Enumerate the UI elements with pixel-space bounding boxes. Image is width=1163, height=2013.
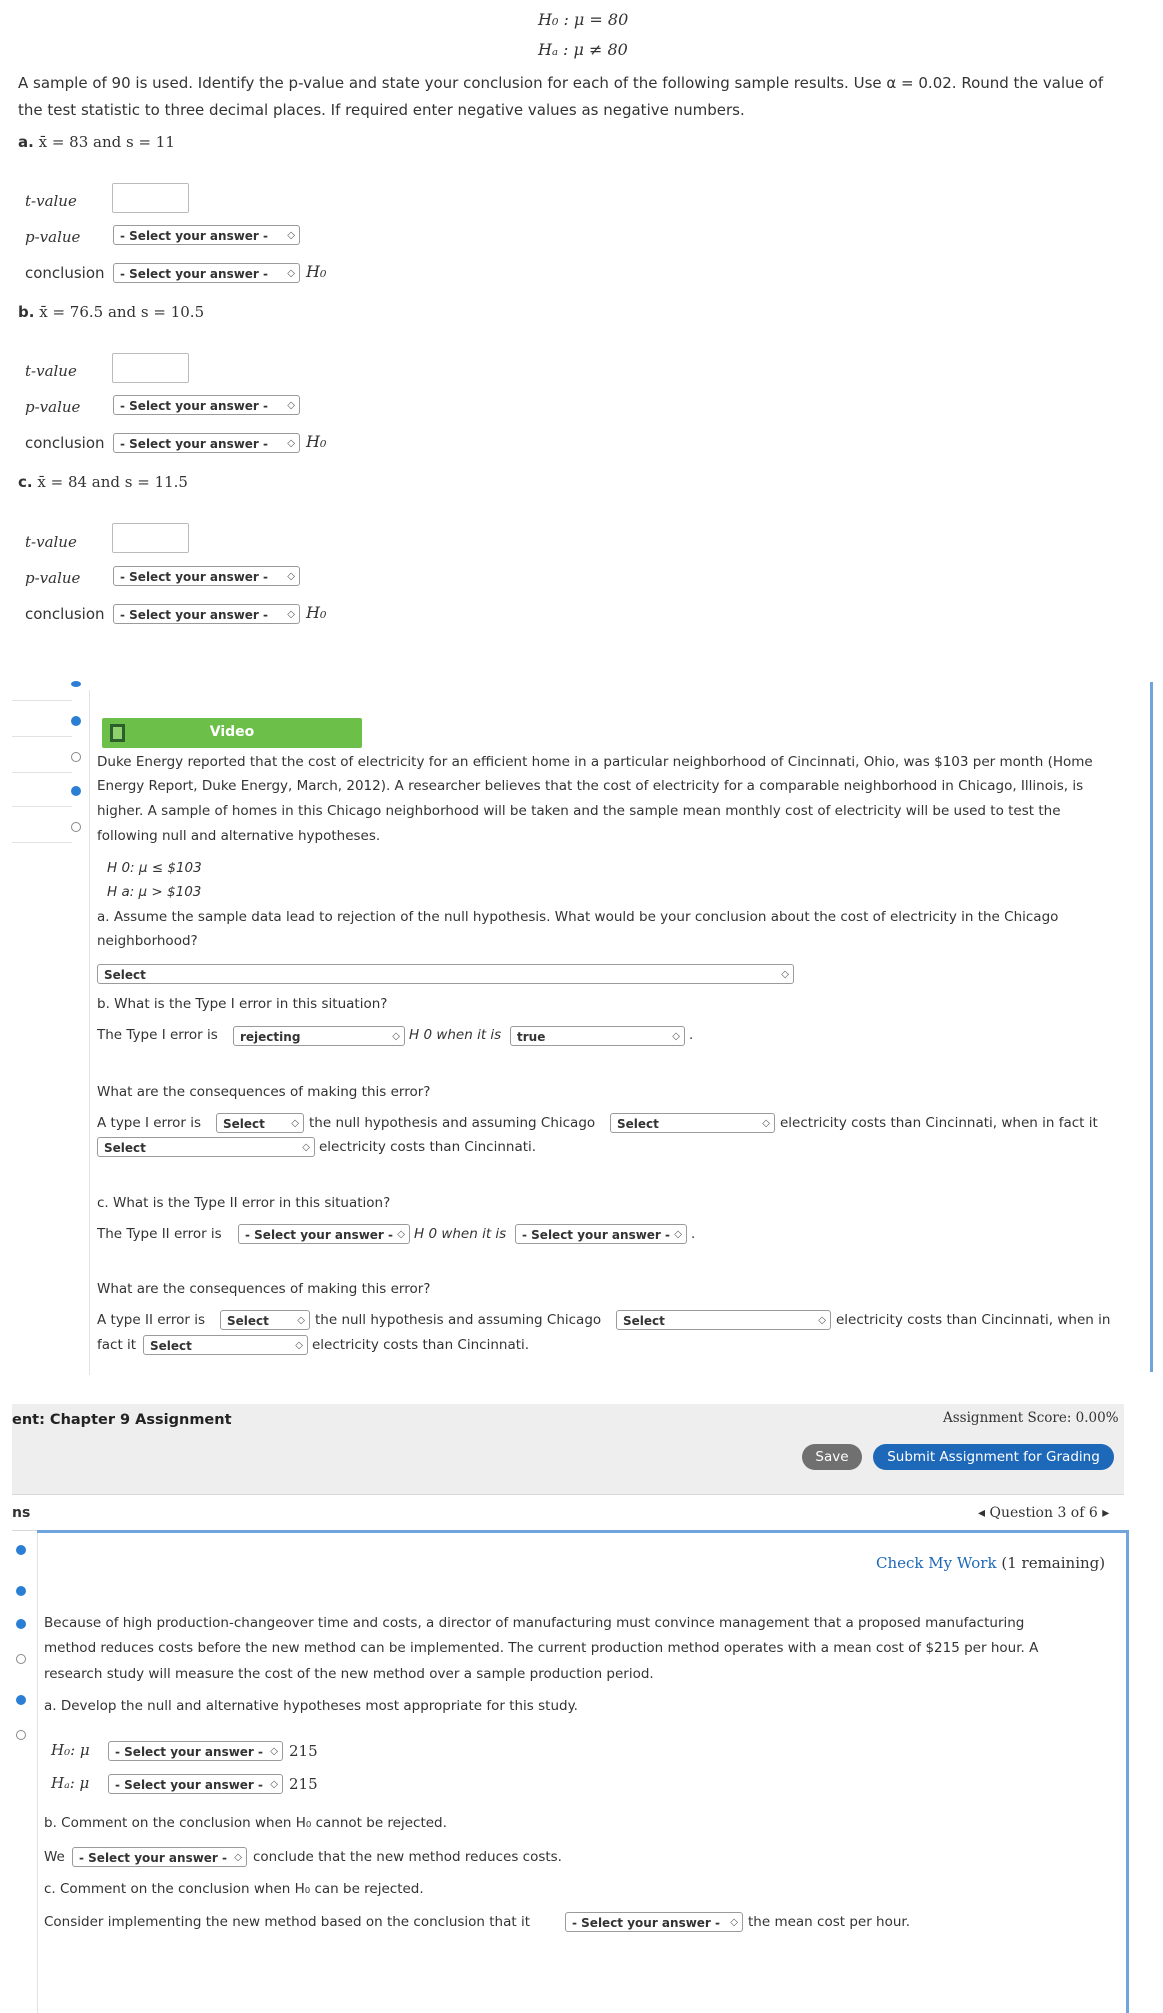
duke-qa-line-2: neighborhood? xyxy=(97,933,198,949)
question-status-dot[interactable] xyxy=(71,822,81,832)
assignment-score: Assignment Score: 0.00% xyxy=(943,1410,1119,1426)
type2-conseq-post: electricity costs than Cincinnati, when in xyxy=(836,1312,1111,1328)
duke-qa-line-1: a. Assume the sample data lead to rejection of the null hypothesis. What would be your conclusion about the cost of electricity in the Chicago xyxy=(97,909,1059,925)
part-a-conclusion-label: conclusion xyxy=(25,264,105,282)
hypothesis-h0: H₀ : μ = 80 xyxy=(538,10,629,29)
part-a-p-label: p-value xyxy=(25,228,81,246)
question-status-dot[interactable] xyxy=(16,1654,26,1664)
check-my-work-link[interactable]: Check My Work xyxy=(876,1554,997,1572)
consequences-prompt: What are the consequences of making this error? xyxy=(97,1084,431,1100)
mfg-h0-label: H₀: μ xyxy=(51,1741,90,1759)
type1-mid: H 0 when it is xyxy=(409,1027,502,1043)
type1-conseq-prefix: A type I error is xyxy=(97,1115,202,1131)
question-status-dot[interactable] xyxy=(71,681,81,687)
part-a-heading xyxy=(18,133,175,151)
question-status-dot[interactable] xyxy=(71,716,81,726)
mfg-para-1: Because of high production-changeover time and costs, a director of manufacturing must convince management that a proposed manufacturing xyxy=(44,1615,1025,1631)
question-status-dot[interactable] xyxy=(16,1545,26,1555)
duke-qb: b. What is the Type I error in this situation? xyxy=(97,996,388,1012)
type2-conseq-end: electricity costs than Cincinnati. xyxy=(312,1337,530,1353)
part-b-p-label: p-value xyxy=(25,398,81,416)
mfg-para-3: research study will measure the cost of the new method over a sample production period. xyxy=(44,1666,654,1682)
type2-conseq-mid: the null hypothesis and assuming Chicago xyxy=(315,1312,602,1328)
save-button[interactable]: Save xyxy=(802,1444,862,1470)
mfg-consider-post: the mean cost per hour. xyxy=(748,1914,911,1930)
type2-prefix: The Type II error is xyxy=(97,1226,222,1242)
type2-action-select[interactable]: - Select your answer - ◇ xyxy=(238,1224,410,1244)
part-c-p-label: p-value xyxy=(25,569,81,587)
part-b-t-input[interactable] xyxy=(112,353,189,383)
part-b-t-label: t-value xyxy=(25,362,77,380)
type1-conseq-end: electricity costs than Cincinnati. xyxy=(319,1139,537,1155)
duke-para-1: Duke Energy reported that the cost of electricity for an efficient home in a particular neighborhood of Cincinnati, Ohio, was $103 per month (Home xyxy=(97,754,1093,770)
part-c-conclusion-select[interactable]: - Select your answer - ◇ xyxy=(113,604,300,624)
part-c-h0: H₀ xyxy=(306,603,327,622)
mfg-qc: c. Comment on the conclusion when H₀ can be rejected. xyxy=(44,1881,424,1897)
part-a-t-label: t-value xyxy=(25,192,77,210)
part-a-values: x̄ = 83 and s = 11 xyxy=(38,133,175,151)
part-a-p-select[interactable]: - Select your answer - ◇ xyxy=(113,225,300,245)
duke-para-3: higher. A sample of homes in this Chicago neighborhood will be taken and the sample mean monthly cost of electricity will be used to test the xyxy=(97,803,1061,819)
part-a-t-input[interactable] xyxy=(112,183,189,213)
part-b-letter: b. xyxy=(18,303,35,321)
part-c-letter: c. xyxy=(18,473,33,491)
part-b-p-select[interactable]: - Select your answer - ◇ xyxy=(113,395,300,415)
type1-truth-select[interactable]: true ◇ xyxy=(510,1026,685,1046)
mfg-we-select[interactable]: - Select your answer - ◇ xyxy=(72,1847,247,1867)
type1-action-select[interactable]: rejecting ◇ xyxy=(233,1026,405,1046)
part-b-conclusion-label: conclusion xyxy=(25,434,105,452)
part-c-conclusion-label: conclusion xyxy=(25,605,105,623)
type1-conseq-mid: the null hypothesis and assuming Chicago xyxy=(309,1115,596,1131)
question-status-dot[interactable] xyxy=(71,786,81,796)
part-b-values: x̄ = 76.5 and s = 10.5 xyxy=(39,303,205,321)
part-b-conclusion-select[interactable]: - Select your answer - ◇ xyxy=(113,433,300,453)
mfg-ha-label: Hₐ: μ xyxy=(51,1774,90,1792)
question-status-dot[interactable] xyxy=(16,1695,26,1705)
part-a-letter: a. xyxy=(18,133,34,151)
video-button[interactable] xyxy=(102,718,362,748)
mfg-ha-select[interactable]: - Select your answer - ◇ xyxy=(108,1774,283,1794)
intro-line-1: A sample of 90 is used. Identify the p-value and state your conclusion for each of the following sample results. Use α = 0.02. Round the value of xyxy=(18,74,1104,92)
question-status-dot[interactable] xyxy=(71,752,81,762)
type1-prefix: The Type I error is xyxy=(97,1027,218,1043)
assignment-title: ent: Chapter 9 Assignment xyxy=(12,1412,232,1428)
duke-para-4: following null and alternative hypotheses. xyxy=(97,828,381,844)
mfg-we: We xyxy=(44,1849,65,1865)
mfg-h0-select[interactable]: - Select your answer - ◇ xyxy=(108,1741,283,1761)
duke-para-2: Energy Report, Duke Energy, March, 2012). A researcher believes that the cost of electricity for a comparable neighborhood in Chicago, Illinois, is xyxy=(97,778,1084,794)
part-a-conclusion-select[interactable]: - Select your answer - ◇ xyxy=(113,263,300,283)
duke-qa-select[interactable]: Select ◇ xyxy=(97,964,794,984)
question-status-dot[interactable] xyxy=(16,1619,26,1629)
part-c-values: x̄ = 84 and s = 11.5 xyxy=(37,473,188,491)
question-status-dot[interactable] xyxy=(16,1730,26,1740)
check-remaining: (1 remaining) xyxy=(1001,1554,1106,1572)
part-a-h0: H₀ xyxy=(306,262,327,281)
type2-mid: H 0 when it is xyxy=(414,1226,507,1242)
question-navigator[interactable]: ◂ Question 3 of 6 ▸ xyxy=(978,1505,1110,1521)
duke-qc: c. What is the Type II error in this situation? xyxy=(97,1195,391,1211)
part-c-t-input[interactable] xyxy=(112,523,189,553)
type2-conseq-select-3[interactable]: Select ◇ xyxy=(143,1335,308,1355)
type1-conseq-select-3[interactable]: Select ◇ xyxy=(97,1137,315,1157)
duke-h0: H 0: μ ≤ $103 xyxy=(107,860,202,876)
consequences-prompt-2: What are the consequences of making this error? xyxy=(97,1281,431,1297)
mfg-consider-select[interactable]: - Select your answer - ◇ xyxy=(565,1912,743,1932)
part-c-t-label: t-value xyxy=(25,533,77,551)
type1-conseq-select-1[interactable]: Select ◇ xyxy=(216,1113,304,1133)
mfg-h0-value: 215 xyxy=(289,1742,318,1760)
intro-line-2: the test statistic to three decimal places. If required enter negative values as negative numbers. xyxy=(18,101,745,119)
part-c-p-select[interactable]: - Select your answer - ◇ xyxy=(113,566,300,586)
mfg-we-post: conclude that the new method reduces costs. xyxy=(253,1849,562,1865)
type2-conseq-prefix: A type II error is xyxy=(97,1312,205,1328)
type2-conseq-select-2[interactable]: Select ◇ xyxy=(616,1310,831,1330)
submit-assignment-button[interactable]: Submit Assignment for Grading xyxy=(873,1444,1114,1470)
type2-conseq-fact: fact it xyxy=(97,1337,137,1353)
part-b-h0: H₀ xyxy=(306,432,327,451)
part-c-heading xyxy=(18,473,188,491)
mfg-para-2: method reduces costs before the new method can be implemented. The current production method operates with a mean cost of $215 per hour. A xyxy=(44,1640,1039,1656)
part-b-heading xyxy=(18,303,204,321)
type1-conseq-select-2[interactable]: Select ◇ xyxy=(610,1113,775,1133)
video-label: Video xyxy=(209,724,255,740)
type2-conseq-select-1[interactable]: Select ◇ xyxy=(220,1310,310,1330)
mfg-qa: a. Develop the null and alternative hypotheses most appropriate for this study. xyxy=(44,1698,578,1714)
hypothesis-ha: Hₐ : μ ≠ 80 xyxy=(538,40,628,59)
mfg-qb: b. Comment on the conclusion when H₀ cannot be rejected. xyxy=(44,1815,447,1831)
mfg-ha-value: 215 xyxy=(289,1775,318,1793)
check-my-work[interactable] xyxy=(876,1554,1105,1572)
type1-conseq-post: electricity costs than Cincinnati, when in fact it xyxy=(780,1115,1098,1131)
mfg-consider: Consider implementing the new method based on the conclusion that it xyxy=(44,1914,531,1930)
type2-truth-select[interactable]: - Select your answer - ◇ xyxy=(515,1224,687,1244)
question-status-dot[interactable] xyxy=(16,1586,26,1596)
sidebar-heading-fragment: ns xyxy=(12,1505,31,1521)
duke-ha: H a: μ > $103 xyxy=(107,884,202,900)
